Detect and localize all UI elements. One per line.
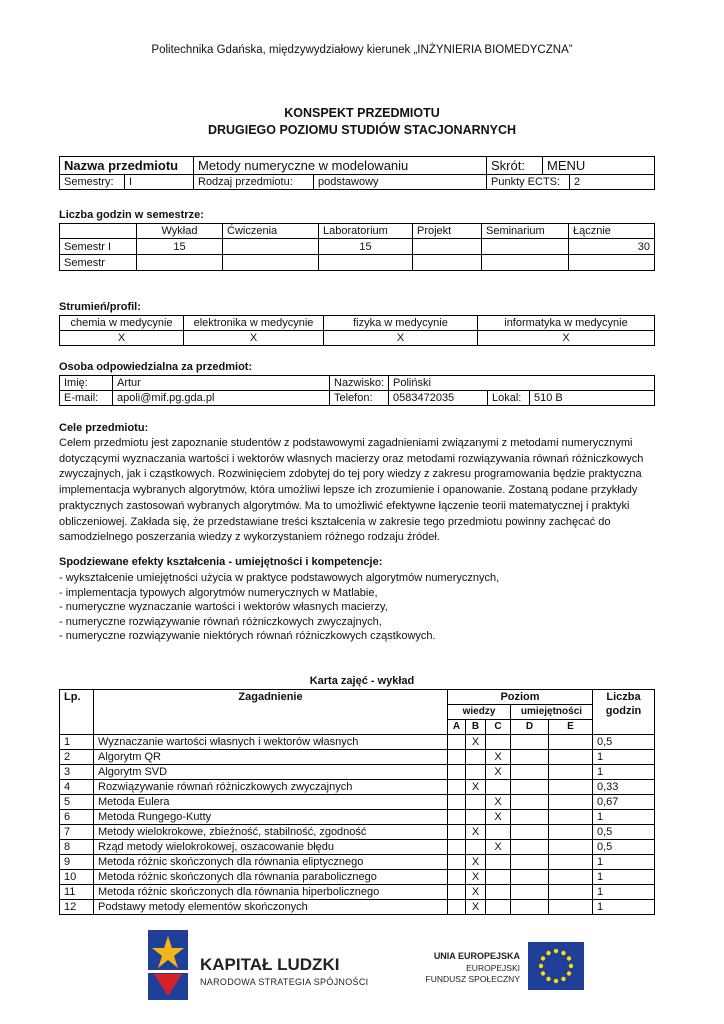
table-row <box>60 810 655 825</box>
profile-col: fizyka w medycynie <box>324 316 478 331</box>
last-name: Poliński <box>389 376 655 391</box>
lecture-level-mark <box>511 795 549 810</box>
lecture-level-mark: X <box>486 795 511 810</box>
eu-line2: FUNDUSZ SPOŁECZNY <box>425 974 520 984</box>
title-line-2: DRUGIEGO POZIOMU STUDIÓW STACJONARNYCH <box>207 123 517 137</box>
room-value: 510 B <box>530 391 655 406</box>
profile-col: elektronika w medycynie <box>184 316 324 331</box>
first-name: Artur <box>113 376 330 391</box>
lecture-level-mark: X <box>466 825 486 840</box>
lecture-level-mark <box>549 810 593 825</box>
lecture-topic: Wyznaczanie wartości własnych i wektorów własnych <box>94 735 448 750</box>
lecture-topic: Rząd metody wielokrokowej, oszacowanie błędu <box>94 840 448 855</box>
person-heading: Osoba odpowiedzialna za przedmiot: <box>59 361 253 373</box>
hours-cell: 15 <box>319 239 413 255</box>
page-title <box>0 105 724 139</box>
lecture-level-mark <box>448 855 466 870</box>
lecture-level-mark <box>448 840 466 855</box>
lecture-level-mark <box>549 900 593 915</box>
outcomes-list <box>59 571 659 644</box>
lecture-lp: 12 <box>60 900 94 915</box>
profile-mark: X <box>60 331 184 346</box>
lecture-level-mark <box>511 765 549 780</box>
lecture-topic: Rozwiązywanie równań różniczkowych zwyczajnych <box>94 780 448 795</box>
lecture-level-mark <box>511 825 549 840</box>
eu-star-icon <box>554 979 558 983</box>
table-row <box>60 825 655 840</box>
eu-star-icon <box>554 949 558 953</box>
level-skills: umiejętności <box>511 705 593 720</box>
lecture-level-mark <box>486 735 511 750</box>
lecture-level-mark <box>448 765 466 780</box>
lecture-hours: 0,33 <box>593 780 655 795</box>
lecture-level-mark: X <box>466 780 486 795</box>
lecture-level-mark <box>448 735 466 750</box>
ects-label: Punkty ECTS: <box>487 175 570 190</box>
lecture-rows <box>60 735 655 915</box>
page-header: Politechnika Gdańska, międzywydziałowy kierunek „INŻYNIERIA BIOMEDYCZNA” <box>151 44 573 56</box>
lecture-level-mark <box>511 735 549 750</box>
type-value: podstawowy <box>314 175 487 190</box>
lecture-level-mark <box>549 885 593 900</box>
lecture-level-mark <box>466 810 486 825</box>
lecture-level-mark <box>448 870 466 885</box>
lectures-heading: Karta zajęć - wykład <box>309 675 415 687</box>
hours-col-lab: Laboratorium <box>319 224 413 239</box>
hours-row-label: Semestr <box>60 255 137 271</box>
lecture-topic: Metoda różnic skończonych dla równania eliptycznego <box>94 855 448 870</box>
hours-cell <box>482 255 569 271</box>
lecture-level-mark <box>486 900 511 915</box>
lecture-topic: Algorytm QR <box>94 750 448 765</box>
lecture-topic: Podstawy metody elementów skończonych <box>94 900 448 915</box>
profile-col: chemia w medycynie <box>60 316 184 331</box>
lecture-level-mark <box>511 750 549 765</box>
level-c: C <box>486 720 511 735</box>
lecture-level-mark <box>549 795 593 810</box>
semester-label: Semestry: <box>60 175 125 190</box>
lecture-level-mark <box>511 885 549 900</box>
table-row <box>60 870 655 885</box>
email-value[interactable]: apoli@mif.pg.gda.pl <box>113 391 330 406</box>
lecture-lp: 1 <box>60 735 94 750</box>
first-name-label: Imię: <box>60 376 113 391</box>
lecture-topic: Metody wielokrokowe, zbieżność, stabilność, zgodność <box>94 825 448 840</box>
lecture-level-mark: X <box>486 810 511 825</box>
table-row <box>60 765 655 780</box>
lecture-hours: 1 <box>593 750 655 765</box>
outcome-item: - wykształcenie umiejętności użycia w praktyce podstawowych algorytmów numerycznych, <box>59 572 500 584</box>
outcome-item: - numeryczne rozwiązywanie równań różniczkowych zwyczajnych, <box>59 615 382 628</box>
eu-star-icon <box>567 956 571 960</box>
lecture-topic: Metoda Eulera <box>94 795 448 810</box>
table-row <box>60 900 655 915</box>
lecture-level-mark <box>549 735 593 750</box>
subject-name-label: Nazwa przedmiotu <box>60 157 194 175</box>
outcome-item: - implementacja typowych algorytmów numerycznych w Matlabie, <box>59 586 378 599</box>
goals-heading: Cele przedmiotu: <box>59 422 149 434</box>
lecture-level-mark <box>486 885 511 900</box>
outcome-item: - numeryczne wyznaczanie wartości i wektorów własnych macierzy, <box>59 601 388 614</box>
lecture-level-mark <box>486 825 511 840</box>
hours-col-exercises: Ćwiczenia <box>223 224 319 239</box>
lecture-hours: 1 <box>593 870 655 885</box>
hours-col-seminar: Seminarium <box>482 224 569 239</box>
hours-row-label: Semestr I <box>60 239 137 255</box>
lecture-hours: 1 <box>593 885 655 900</box>
table-row <box>60 780 655 795</box>
profile-mark: X <box>478 331 655 346</box>
subject-table <box>59 156 655 190</box>
lecture-hours: 0,5 <box>593 735 655 750</box>
goals-line: dotyczącymi wyznaczania wartości i wektorów własnych macierzy oraz metodami rozwiązywania równań różniczkowych <box>59 452 644 465</box>
hours-cell <box>482 239 569 255</box>
eu-star-icon <box>561 951 565 955</box>
goals-text <box>59 436 654 546</box>
hours-cell <box>223 239 319 255</box>
table-row <box>60 735 655 750</box>
eu-star-icon <box>541 956 545 960</box>
hours-cell <box>223 255 319 271</box>
lectures-col-lp: Lp. <box>60 690 94 735</box>
lecture-level-mark <box>486 870 511 885</box>
lecture-hours: 1 <box>593 855 655 870</box>
outcome-item: - numeryczne rozwiązywanie niektórych równań różniczkowych cząstkowych. <box>59 630 436 643</box>
lecture-level-mark <box>549 870 593 885</box>
table-row <box>60 795 655 810</box>
goals-line: obliczeniowej. Zakłada się, że przedstawiane treści kształcenia w zakresie tego przedmiotu powinny zachęcać do <box>59 515 611 528</box>
lecture-level-mark <box>486 855 511 870</box>
lecture-hours: 0,67 <box>593 795 655 810</box>
lecture-lp: 4 <box>60 780 94 795</box>
semester-value: I <box>125 175 194 190</box>
lecture-topic: Algorytm SVD <box>94 765 448 780</box>
hours-cell <box>413 255 482 271</box>
table-row <box>60 885 655 900</box>
lecture-level-mark <box>549 855 593 870</box>
goals-line: Celem przedmiotu jest zapoznanie studentów z podstawowymi zagadnieniami związanymi z metodami numerycznymi <box>59 437 633 449</box>
phone-label: Telefon: <box>330 391 389 406</box>
hours-col-total: Łącznie <box>569 224 655 239</box>
profile-col: informatyka w medycynie <box>478 316 655 331</box>
hours-cell: 30 <box>569 239 655 255</box>
goals-line: implementacja wybranych algorytmów, która umożliwi lepsze ich zrozumienie i opanowanie. Zostaną podane przykłady <box>59 484 638 497</box>
email-label: E-mail: <box>60 391 113 406</box>
lecture-lp: 6 <box>60 810 94 825</box>
eu-title: UNIA EUROPEJSKA <box>433 951 520 961</box>
lecture-level-mark <box>511 900 549 915</box>
lecture-level-mark <box>549 780 593 795</box>
lecture-level-mark <box>511 855 549 870</box>
hours-cell <box>569 255 655 271</box>
lecture-level-mark <box>549 825 593 840</box>
type-label: Rodzaj przedmiotu: <box>194 175 314 190</box>
level-e: E <box>549 720 593 735</box>
lecture-hours: 1 <box>593 810 655 825</box>
lecture-level-mark <box>549 765 593 780</box>
lecture-lp: 5 <box>60 795 94 810</box>
profile-mark: X <box>184 331 324 346</box>
lectures-col-topic: Zagadnienie <box>94 690 448 735</box>
hours-cell <box>413 239 482 255</box>
eu-star-icon <box>546 951 550 955</box>
lecture-level-mark <box>549 840 593 855</box>
table-row <box>60 750 655 765</box>
last-name-label: Nazwisko: <box>330 376 389 391</box>
level-b: B <box>466 720 486 735</box>
hours-cell <box>137 255 223 271</box>
hours-heading: Liczba godzin w semestrze: <box>59 209 204 221</box>
lecture-level-mark <box>549 750 593 765</box>
lecture-level-mark <box>448 780 466 795</box>
lecture-level-mark: X <box>486 765 511 780</box>
level-knowledge: wiedzy <box>448 705 511 720</box>
eu-line1: EUROPEJSKI <box>466 963 520 973</box>
lecture-hours: 1 <box>593 765 655 780</box>
lecture-lp: 2 <box>60 750 94 765</box>
kapital-ludzki-logo <box>148 930 188 1000</box>
lecture-lp: 8 <box>60 840 94 855</box>
hours-col-project: Projekt <box>413 224 482 239</box>
room-label: Lokal: <box>488 391 530 406</box>
lecture-level-mark: X <box>466 735 486 750</box>
lecture-lp: 7 <box>60 825 94 840</box>
lecture-level-mark <box>466 750 486 765</box>
lecture-hours: 0,5 <box>593 840 655 855</box>
hours-cell: 15 <box>137 239 223 255</box>
subject-name: Metody numeryczne w modelowaniu <box>194 157 487 175</box>
lectures-col-hours: Liczba godzin <box>593 690 655 735</box>
lecture-topic: Metoda różnic skończonych dla równania parabolicznego <box>94 870 448 885</box>
subject-short-label: Skrót: <box>487 157 543 175</box>
lecture-level-mark <box>448 795 466 810</box>
lecture-level-mark <box>448 825 466 840</box>
table-row <box>60 855 655 870</box>
lecture-lp: 3 <box>60 765 94 780</box>
lecture-level-mark <box>511 870 549 885</box>
lecture-level-mark: X <box>466 885 486 900</box>
eu-star-icon <box>567 971 571 975</box>
lecture-level-mark <box>466 840 486 855</box>
goals-line: zwyczajnych, jak i cząstkowych. Rozwinięciem zdobytej do tej pory wiedzy z zakresu programowania będzie praktyczna <box>59 468 642 481</box>
level-d: D <box>511 720 549 735</box>
profile-mark: X <box>324 331 478 346</box>
lecture-level-mark <box>511 810 549 825</box>
lecture-level-mark <box>466 765 486 780</box>
lecture-lp: 11 <box>60 885 94 900</box>
level-a: A <box>448 720 466 735</box>
lecture-lp: 9 <box>60 855 94 870</box>
lecture-lp: 10 <box>60 870 94 885</box>
lecture-topic: Metoda różnic skończonych dla równania hiperbolicznego <box>94 885 448 900</box>
lecture-level-mark: X <box>466 900 486 915</box>
phone-value: 0583472035 <box>389 391 488 406</box>
lecture-hours: 1 <box>593 900 655 915</box>
lecture-level-mark <box>466 795 486 810</box>
hours-table <box>59 223 655 271</box>
outcomes-heading: Spodziewane efekty kształcenia - umiejętności i kompetencje: <box>59 556 383 568</box>
ects-value: 2 <box>570 175 655 190</box>
lecture-level-mark <box>511 780 549 795</box>
lecture-level-mark <box>448 885 466 900</box>
lecture-level-mark: X <box>466 870 486 885</box>
lecture-hours: 0,5 <box>593 825 655 840</box>
eu-star-icon <box>539 964 543 968</box>
lectures-col-level: Poziom <box>448 690 593 705</box>
lecture-level-mark <box>448 750 466 765</box>
hours-cell <box>319 255 413 271</box>
eu-star-icon <box>561 977 565 981</box>
lecture-level-mark <box>486 780 511 795</box>
eu-star-icon <box>546 977 550 981</box>
hours-col-lecture: Wykład <box>137 224 223 239</box>
lecture-level-mark: X <box>486 840 511 855</box>
eu-star-icon <box>541 971 545 975</box>
profile-heading: Strumień/profil: <box>59 301 141 313</box>
lecture-level-mark <box>448 810 466 825</box>
eu-star-icon <box>569 964 573 968</box>
kl-title: KAPITAŁ LUDZKI <box>200 955 340 974</box>
lecture-level-mark <box>511 840 549 855</box>
person-table <box>59 375 655 406</box>
table-row <box>60 840 655 855</box>
goals-line: praktycznych zastosowań wybranych algorytmów. Ma to umożliwić efektywne łączenie teorii matematycznej i praktyki <box>59 499 630 512</box>
lecture-level-mark <box>448 900 466 915</box>
profile-table <box>59 315 655 346</box>
lecture-level-mark: X <box>466 855 486 870</box>
kl-subtitle: NARODOWA STRATEGIA SPÓJNOŚCI <box>200 977 369 987</box>
title-line-1: KONSPEKT PRZEDMIOTU <box>284 106 440 120</box>
lecture-topic: Metoda Rungego-Kutty <box>94 810 448 825</box>
eu-flag-icon <box>528 942 584 990</box>
goals-line: samodzielnego poszerzania wiedzy z wykorzystaniem różnego rodzaju źródeł. <box>59 531 440 544</box>
lecture-level-mark: X <box>486 750 511 765</box>
lectures-table <box>59 689 655 915</box>
subject-short: MENU <box>543 157 655 175</box>
